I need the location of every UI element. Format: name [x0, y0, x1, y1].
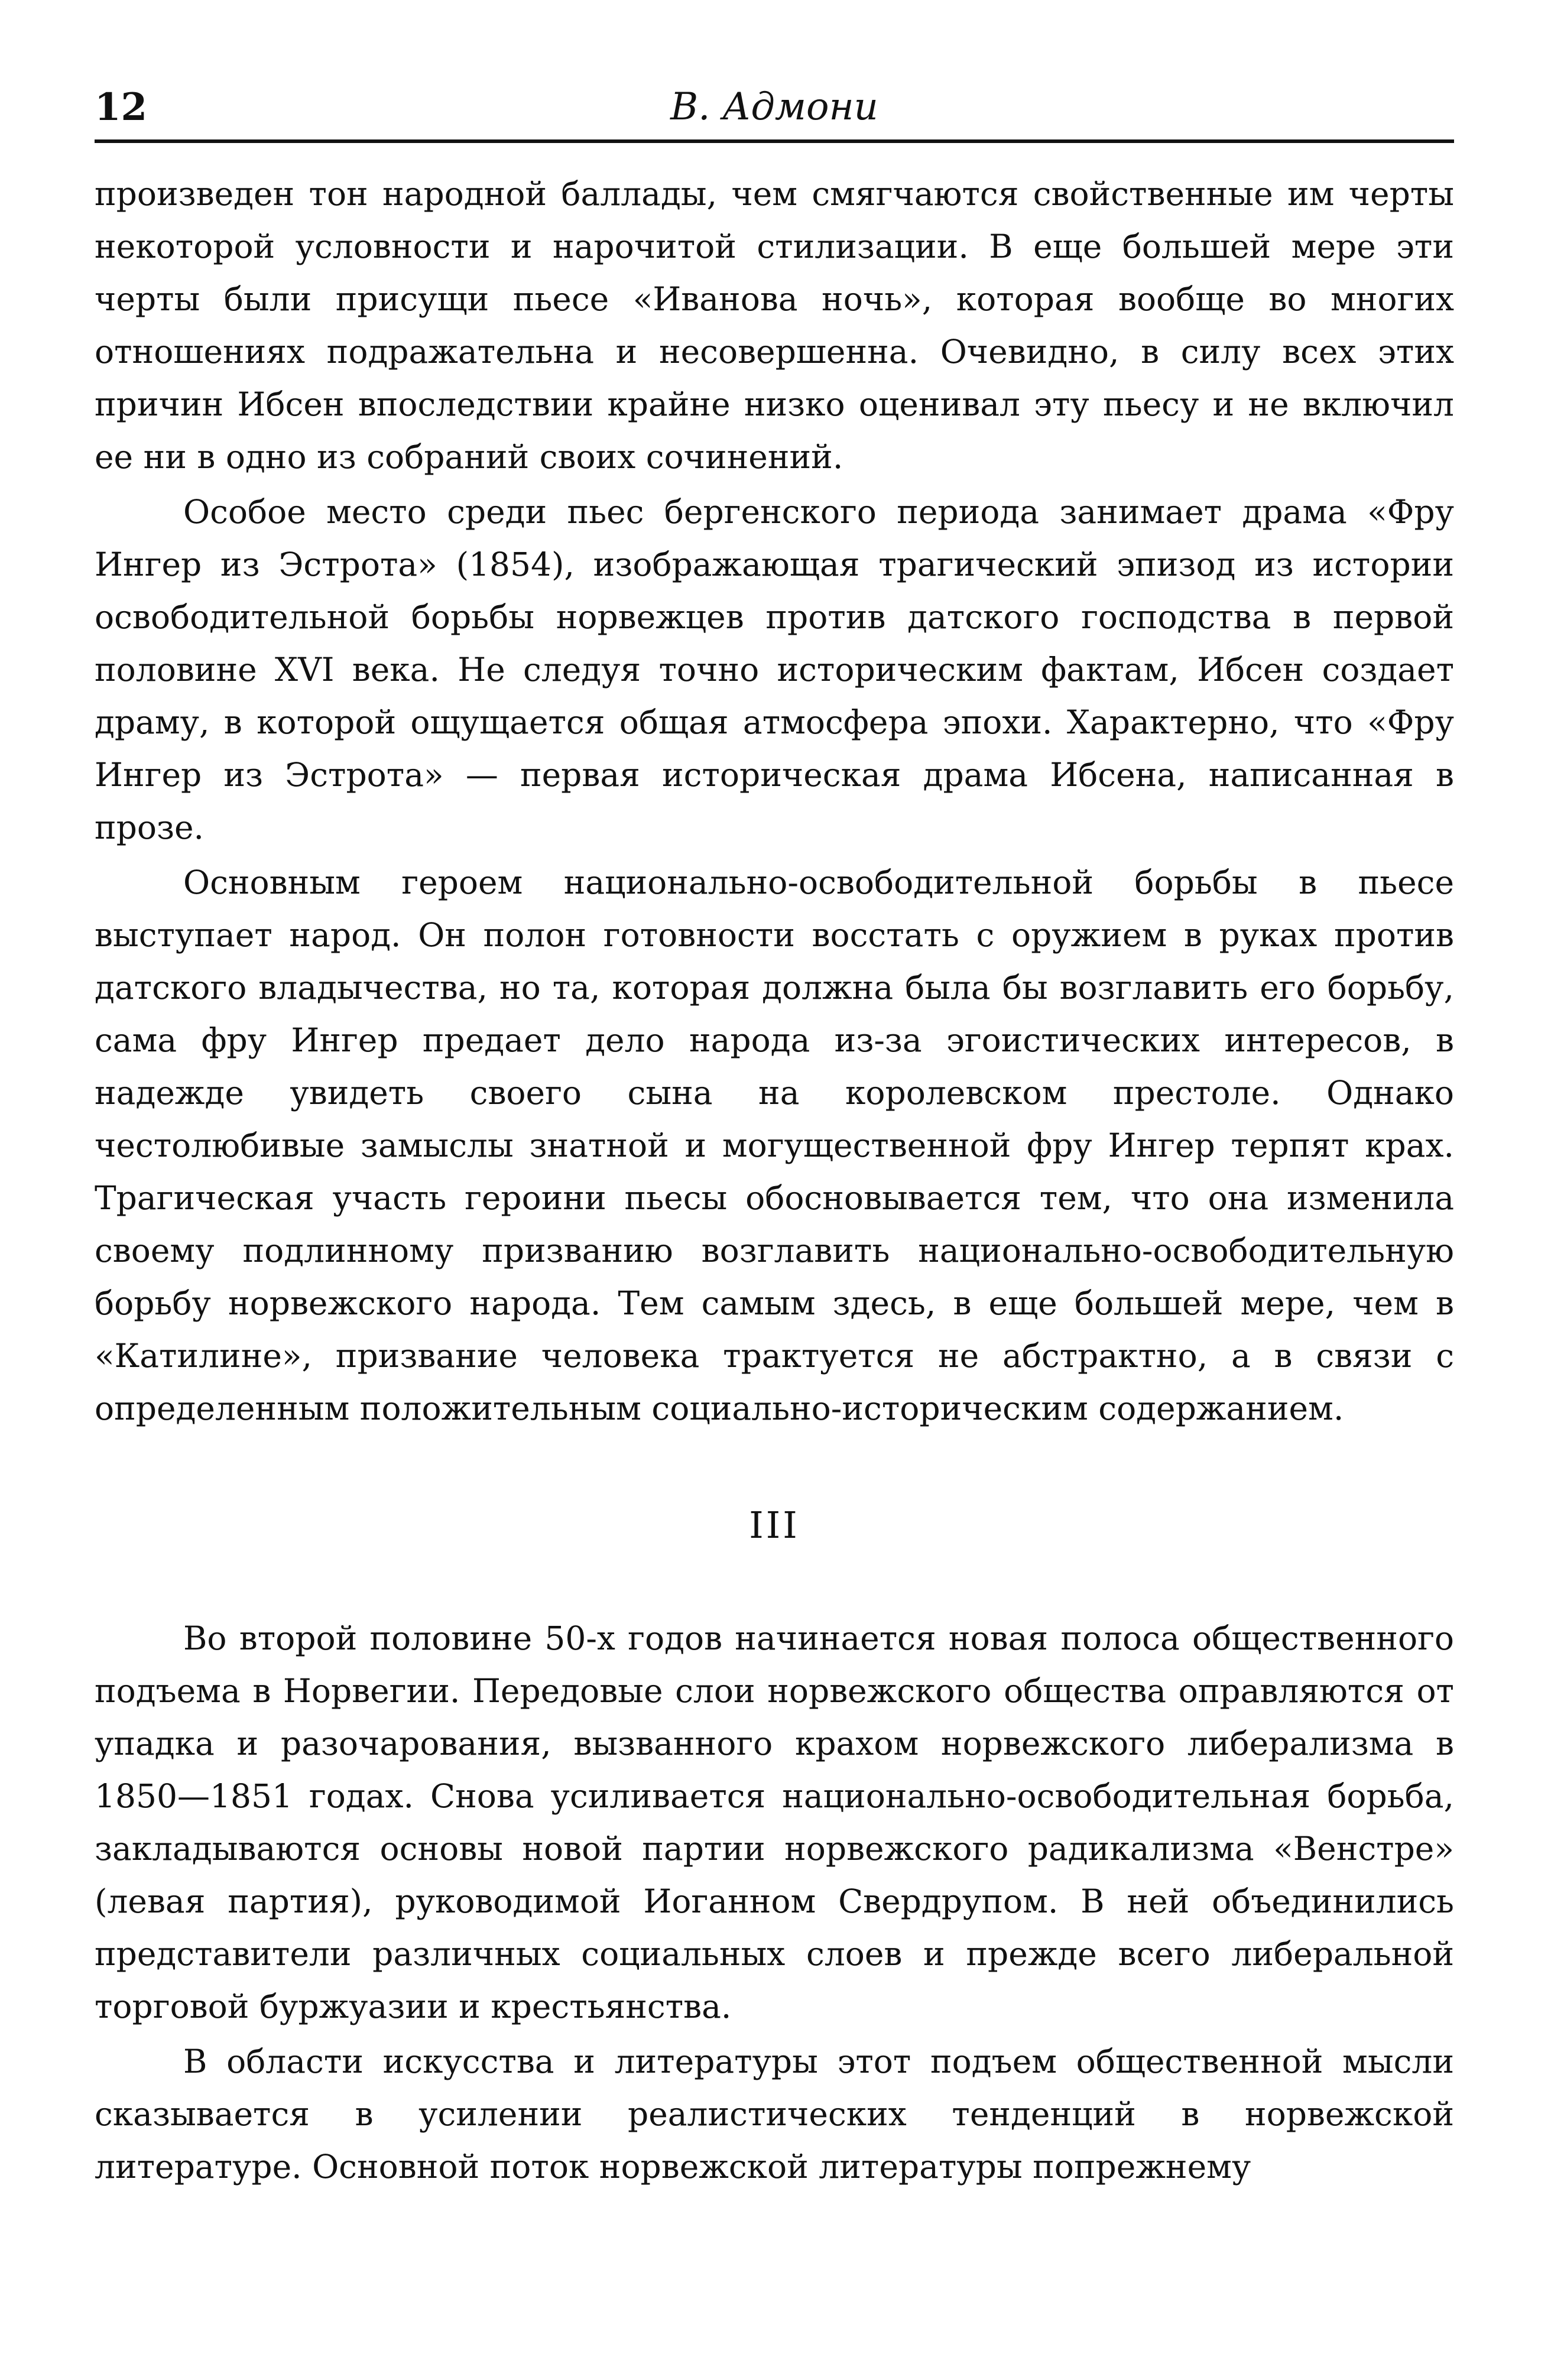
paragraph: Основным героем национально-освободительной борьбы в пьесе выступает народ. Он полон готовности восстать с оружием в руках против датского владычества, но та, которая должна была бы возглавить его борьбу, сама фру Ингер предает дело народа из-за эгоистических интересов, в надежде увидеть своего сына на королевском престоле. Однако честолюбивые замыслы знатной и могущественной фру Ингер терпят крах. Трагическая участь героини пьесы обосновывается тем, что она изменила своему подлинному призванию возглавить национально-освободительную борьбу норвежского народа. Тем самым здесь, в еще большей мере, чем в «Катилине», призвание человека трактуется не абстрактно, а в связи с определенным положительным социально-историческим содержанием. [95, 863, 1454, 1427]
paragraph-truncated: В области искусства и литературы этот подъем общественной мысли сказывается в усилении реалистических тенденций в норвежской литературе. Основной поток норвежской литературы попрежнему [95, 2043, 1454, 2186]
body-text [95, 168, 1454, 2193]
book-page [95, 83, 1454, 2196]
running-head: В. Адмони [670, 85, 878, 129]
page-number: 12 [95, 85, 148, 129]
paragraph: Во второй половине 50-х годов начинается новая полоса общественного подъема в Норвегии. Передовые слои норвежского общества оправляются от упадка и разочарования, вызванного крахом норвежского либерализма в 1850—1851 годах. Снова усиливается национально-освободительная борьба, закладываются основы новой партии норвежского радикализма «Венстре» (левая партия), руководимой Иоганном Свердрупом. В ней объединились представители различных социальных слоев и прежде всего либеральной торговой буржуазии и крестьянства. [95, 1619, 1454, 2025]
paragraph-continued: произведен тон народной баллады, чем смягчаются свойственные им черты некоторой условности и нарочитой стилизации. В еще большей мере эти черты были присущи пьесе «Иванова ночь», которая вообще во многих отношениях подражательна и несовершенна. Очевидно, в силу всех этих причин Ибсен впоследствии крайне низко оценивал эту пьесу и не включил ее ни в одно из собраний своих сочинений. [95, 175, 1454, 476]
page-header [95, 83, 1454, 143]
section-heading: III [749, 1504, 800, 1547]
paragraph: Особое место среди пьес бергенского периода занимает драма «Фру Ингер из Эстрота» (1854), изображающая трагический эпизод из истории освободительной борьбы норвежцев против датского господства в первой половине XVI века. Не следуя точно историческим фактам, Ибсен создает драму, в которой ощущается общая атмосфера эпохи. Характерно, что «Фру Ингер из Эстрота» — первая историческая драма Ибсена, написанная в прозе. [95, 493, 1454, 846]
